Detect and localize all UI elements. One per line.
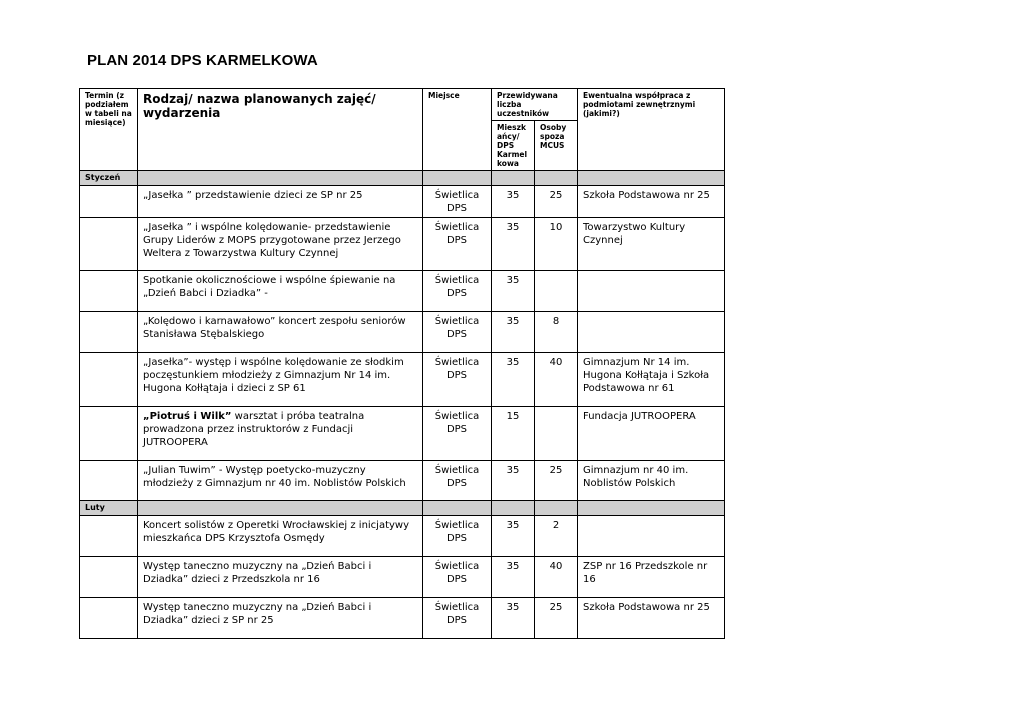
outside-cell: 10 <box>535 218 578 271</box>
partner-cell: Fundacja JUTROOPERA <box>578 407 725 461</box>
outside-cell <box>535 271 578 312</box>
event-cell: Występ taneczno muzyczny na „Dzień Babci i Dziadka” dzieci z SP nr 25 <box>138 598 423 639</box>
place-cell: Świetlica DPS <box>423 218 492 271</box>
outside-cell <box>535 407 578 461</box>
header-mieszkancy: Mieszk ańcy/ DPS Karmel kowa <box>492 121 535 171</box>
outside-cell: 40 <box>535 557 578 598</box>
event-cell: „Jasełka ” i wspólne kolędowanie- przedstawienie Grupy Liderów z MOPS przygotowane przez Jerzego Weltera z Towarzystwa Kultury Czynnej <box>138 218 423 271</box>
residents-cell: 35 <box>492 461 535 501</box>
table-row <box>80 312 725 353</box>
header-rodzaj: Rodzaj/ nazwa planowanych zajęć/ wydarzenia <box>138 89 423 171</box>
month-label: Luty <box>80 501 138 516</box>
event-cell: „Jasełka”- występ i wspólne kolędowanie ze słodkim poczęstunkiem młodzieży z Gimnazjum Nr 14 im. Hugona Kołłątaja i dzieci z SP 61 <box>138 353 423 407</box>
outside-cell: 2 <box>535 516 578 557</box>
place-cell: Świetlica DPS <box>423 407 492 461</box>
outside-cell: 25 <box>535 598 578 639</box>
event-cell <box>138 407 423 461</box>
event-cell: Spotkanie okolicznościowe i wspólne śpiewanie na „Dzień Babci i Dziadka” - <box>138 271 423 312</box>
table-row <box>80 557 725 598</box>
outside-cell: 25 <box>535 186 578 218</box>
residents-cell: 35 <box>492 516 535 557</box>
table-row <box>80 271 725 312</box>
table-row <box>80 407 725 461</box>
header-wspolpraca: Ewentualna współpraca z podmiotami zewnętrznymi (jakimi?) <box>578 89 725 171</box>
event-cell: Koncert solistów z Operetki Wrocławskiej z inicjatywy mieszkańca DPS Krzysztofa Osmędy <box>138 516 423 557</box>
table-row <box>80 186 725 218</box>
outside-cell: 40 <box>535 353 578 407</box>
residents-cell: 35 <box>492 186 535 218</box>
outside-cell: 25 <box>535 461 578 501</box>
partner-cell: ZSP nr 16 Przedszkole nr 16 <box>578 557 725 598</box>
event-description: warsztat i próba teatralna prowadzona przez instruktorów z Fundacji JUTROOPERA <box>143 411 365 448</box>
table-row <box>80 461 725 501</box>
residents-cell: 35 <box>492 557 535 598</box>
header-osoby: Osoby spoza MCUS <box>535 121 578 171</box>
table-row <box>80 516 725 557</box>
header-miejsce: Miejsce <box>423 89 492 171</box>
header-termin: Termin (z podziałem w tabeli na miesiące) <box>80 89 138 171</box>
event-cell: „Julian Tuwim” - Występ poetycko-muzyczny młodzieży z Gimnazjum nr 40 im. Noblistów Polskich <box>138 461 423 501</box>
place-cell: Świetlica DPS <box>423 271 492 312</box>
partner-cell: Towarzystwo Kultury Czynnej <box>578 218 725 271</box>
place-cell: Świetlica DPS <box>423 598 492 639</box>
place-cell: Świetlica DPS <box>423 461 492 501</box>
partner-cell <box>578 516 725 557</box>
partner-cell: Szkoła Podstawowa nr 25 <box>578 598 725 639</box>
event-cell: „Kolędowo i karnawałowo” koncert zespołu seniorów Stanisława Stębalskiego <box>138 312 423 353</box>
table-row <box>80 353 725 407</box>
table-row <box>80 598 725 639</box>
partner-cell: Gimnazjum Nr 14 im. Hugona Kołłątaja i Szkoła Podstawowa nr 61 <box>578 353 725 407</box>
residents-cell: 35 <box>492 312 535 353</box>
header-przewidywana: Przewidywana liczba uczestników <box>492 89 578 121</box>
residents-cell: 15 <box>492 407 535 461</box>
header-row <box>80 89 725 121</box>
place-cell: Świetlica DPS <box>423 353 492 407</box>
event-cell: Występ taneczno muzyczny na „Dzień Babci i Dziadka” dzieci z Przedszkola nr 16 <box>138 557 423 598</box>
partner-cell: Szkoła Podstawowa nr 25 <box>578 186 725 218</box>
place-cell: Świetlica DPS <box>423 516 492 557</box>
month-row-styczen <box>80 171 725 186</box>
month-row-luty <box>80 501 725 516</box>
residents-cell: 35 <box>492 353 535 407</box>
partner-cell <box>578 312 725 353</box>
table-row <box>80 218 725 271</box>
outside-cell: 8 <box>535 312 578 353</box>
residents-cell: 35 <box>492 218 535 271</box>
event-title-bold: „Piotruś i Wilk” <box>143 411 232 422</box>
page-title: PLAN 2014 DPS KARMELKOWA <box>87 52 318 69</box>
place-cell: Świetlica DPS <box>423 186 492 218</box>
partner-cell <box>578 271 725 312</box>
plan-table <box>79 88 725 639</box>
place-cell: Świetlica DPS <box>423 312 492 353</box>
event-cell: „Jasełka ” przedstawienie dzieci ze SP nr 25 <box>138 186 423 218</box>
place-cell: Świetlica DPS <box>423 557 492 598</box>
month-label: Styczeń <box>80 171 138 186</box>
residents-cell: 35 <box>492 271 535 312</box>
partner-cell: Gimnazjum nr 40 im. Noblistów Polskich <box>578 461 725 501</box>
residents-cell: 35 <box>492 598 535 639</box>
